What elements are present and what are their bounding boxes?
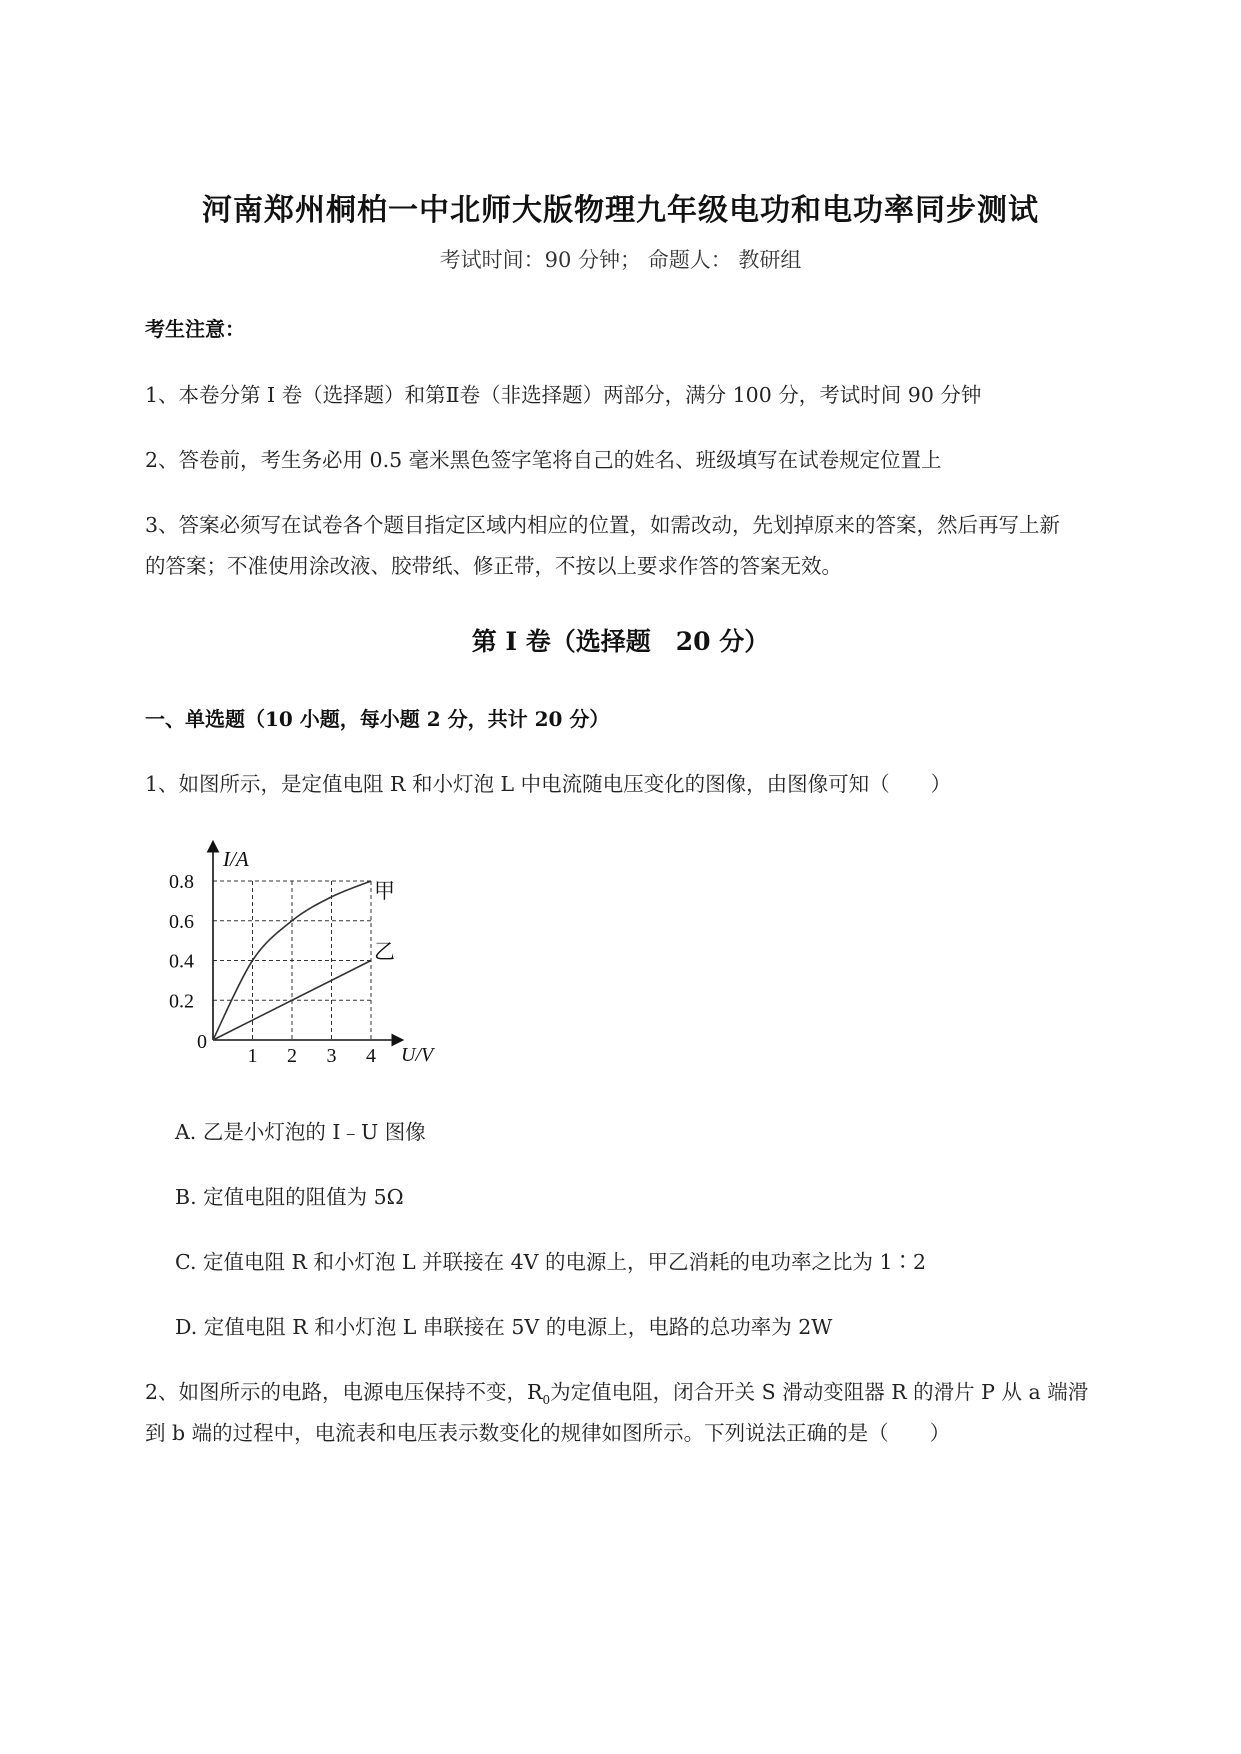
question-1-option-c: C. 定值电阻 R 和小灯泡 L 并联接在 4V 的电源上，甲乙消耗的电功率之比为 1∶2 bbox=[175, 1250, 927, 1274]
exam-info: 考试时间：90 分钟； 命题人： 教研组 bbox=[439, 248, 802, 272]
y-axis-label: I/A bbox=[223, 847, 249, 871]
question-1-option-b: B. 定值电阻的阻值为 5Ω bbox=[175, 1185, 404, 1209]
origin-label: 0 bbox=[197, 1031, 207, 1053]
section-title: 第 I 卷（选择题 20 分） bbox=[471, 627, 770, 656]
notice-item-2: 2、答卷前，考生务必用 0.5 毫米黑色签字笔将自己的姓名、班级填写在试卷规定位置上 bbox=[145, 448, 942, 472]
question-1-stem: 1、如图所示，是定值电阻 R 和小灯泡 L 中电流随电压变化的图像，由图像可知（ ） bbox=[145, 772, 952, 796]
part-title: 一、单选题（10 小题，每小题 2 分，共计 20 分） bbox=[145, 707, 610, 731]
q2-text-post: 为定值电阻，闭合开关 S 滑动变阻器 R 的滑片 P 从 a 端滑 bbox=[550, 1380, 1089, 1404]
x-tick-label: 2 bbox=[287, 1045, 297, 1067]
question-1-option-a: A. 乙是小灯泡的 I﹣U 图像 bbox=[175, 1120, 426, 1144]
series-label-1: 甲 bbox=[374, 879, 395, 903]
notice-item-1: 1、本卷分第 I 卷（选择题）和第Ⅱ卷（非选择题）两部分，满分 100 分，考试时间 90 分钟 bbox=[145, 383, 982, 407]
series-label-2: 乙 bbox=[374, 939, 395, 964]
x-axis-label: U/V bbox=[401, 1044, 434, 1066]
notice-heading: 考生注意： bbox=[145, 317, 245, 341]
notice-item-3-cont: 的答案；不准使用涂改液、胶带纸、修正带，不按以上要求作答的答案无效。 bbox=[145, 554, 842, 578]
y-tick-label: 0.4 bbox=[169, 950, 194, 973]
iu-chart bbox=[165, 835, 455, 1080]
x-tick-label: 4 bbox=[366, 1045, 376, 1067]
q2-subscript: 0 bbox=[542, 1393, 551, 1408]
x-tick-label: 3 bbox=[326, 1045, 337, 1067]
q2-text-pre: 2、如图所示的电路，电源电压保持不变，R bbox=[145, 1380, 543, 1404]
chart-grid bbox=[213, 881, 371, 1040]
x-tick-label: 1 bbox=[247, 1045, 258, 1067]
y-tick-label: 0.8 bbox=[169, 871, 194, 893]
y-tick-label: 0.6 bbox=[169, 910, 194, 933]
y-tick-label: 0.2 bbox=[169, 990, 194, 1013]
question-2-stem-line-2: 到 b 端的过程中，电流表和电压表示数变化的规律如图所示。下列说法正确的是（ ） bbox=[145, 1421, 951, 1445]
page-title: 河南郑州桐柏一中北师大版物理九年级电功和电功率同步测试 bbox=[202, 193, 1039, 228]
question-2-stem-line-1 bbox=[145, 1375, 1088, 1407]
question-1-option-d: D. 定值电阻 R 和小灯泡 L 串联接在 5V 的电源上，电路的总功率为 2W bbox=[175, 1315, 833, 1339]
notice-item-3: 3、答案必须写在试卷各个题目指定区域内相应的位置，如需改动，先划掉原来的答案，然后再写上新 bbox=[145, 513, 1061, 537]
